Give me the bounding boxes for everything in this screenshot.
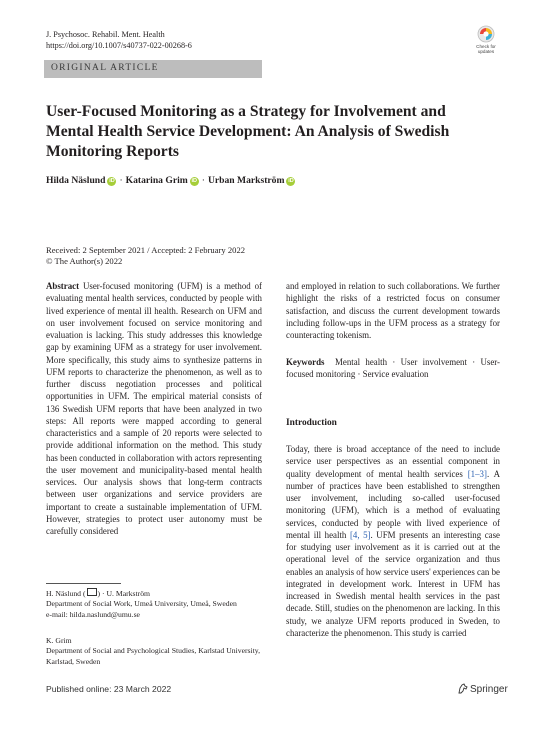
crossmark-icon <box>470 25 502 45</box>
article-type: ORIGINAL ARTICLE <box>51 63 159 73</box>
email[interactable]: e-mail: hilda.naslund@umu.se <box>46 609 140 619</box>
author-list <box>46 175 295 186</box>
copyright: © The Author(s) 2022 <box>46 255 123 266</box>
received-accepted: Received: 2 September 2021 / Accepted: 2 February 2022 <box>46 245 246 255</box>
section-heading: Introduction <box>286 418 337 428</box>
abstract-left <box>46 280 262 537</box>
abstract-right <box>286 280 500 341</box>
department: Department of Social Work, Umeå University, Umeå, Sweden <box>46 599 237 609</box>
crossmark-label: Check for updates <box>476 44 496 54</box>
journal-name: J. Psychosoc. Rehabil. Ment. Health <box>46 30 165 39</box>
keywords <box>286 356 500 381</box>
orcid-icon[interactable]: iD <box>191 178 198 184</box>
publisher-logo <box>457 683 508 695</box>
doi-link[interactable]: https://doi.org/10.1007/s40737-022-00268-6 <box>46 41 192 50</box>
orcid-icon[interactable]: iD <box>109 178 115 184</box>
author-name[interactable]: Katarina Grim <box>125 175 188 186</box>
published-date: Published online: 23 March 2022 <box>46 684 172 694</box>
author-name[interactable]: Hilda Näslund <box>46 175 106 186</box>
affiliation-2 <box>46 636 262 667</box>
affiliation-1 <box>46 588 262 620</box>
abstract-text-continued: and employed in relation to such collaborations. We further highlight the risks of a restricted focus on consumer satisfaction, and discuss the current development towards including follow-ups in the UFM process as a strategy for counteracting tokenism. <box>286 281 500 340</box>
citation-link[interactable]: [4, 5] <box>349 529 371 540</box>
crossmark-badge[interactable] <box>470 25 502 57</box>
keywords-text: Mental health · User involvement · User-focused monitoring · Service evaluation <box>286 357 500 380</box>
introduction-text: Today, there is broad acceptance of the need to include service user perspectives as an essential component in quality development of mental health services [1–3]. A number of practices have been established to strengthen user involvement, including so-called user-focused monitoring (UFM), which is a method of evaluating services, conducted by people with lived experience of mental ill health [4, 5]. UFM presents an interesting case for studying user involvement as it is carried out at the operational level of the service organization and thus enables an analysis of how service users' experiences can be integrated in development work. Interest in UFM has increased in Swedish mental health services in the past decade. Still, studies on the phenomenon are lacking. In this study, we analyze UFM reports produced in Sweden, to characterize the phenomenon. This study is carried <box>286 444 500 638</box>
department: Department of Social and Psychological Studies, Karlstad University, Karlstad, Sweden <box>46 646 261 666</box>
orcid-icon[interactable]: iD <box>288 178 294 184</box>
article-title: User-Focused Monitoring as a Strategy for Involvement and Mental Health Service Development: An Analysis of Swedish Monitoring Reports <box>46 103 450 160</box>
springer-horse-icon <box>457 683 468 694</box>
publisher-name: Springer <box>470 684 508 695</box>
journal-header <box>46 29 192 51</box>
footnote-rule <box>46 583 121 584</box>
author-name: K. Grim <box>46 636 72 645</box>
citation-link[interactable]: [1–3] <box>467 468 487 479</box>
author-separator: · <box>119 175 123 186</box>
article-type-bar <box>44 60 262 78</box>
keywords-label: Keywords <box>286 357 325 367</box>
corresponding-authors: H. Näslund ( ) · U. Markström <box>46 589 151 598</box>
author-separator: · <box>201 175 205 186</box>
envelope-icon[interactable] <box>87 588 97 596</box>
article-dates <box>46 245 245 266</box>
abstract-label: Abstract <box>46 281 80 291</box>
abstract-text: User-focused monitoring (UFM) is a method of evaluating mental health services, conducted by people with lived experience of mental ill health. Research on UFM and on user involvement focused on service monitoring and evaluation is lacking. This study addresses this knowledge gap by examining UFM as a strategy for user involvement. More specifically, this study aims to synthesize patterns in UFM reports to characterize the phenomenon, as well as to further discuss negotiation processes and political opportunities in UFM. The empirical material consists of 136 Swedish UFM reports that have been analyzed in two steps: All reports were mapped according to general characteristics and a sample of 20 reports were selected to provide additional information on the method. This study has been conducted in collaboration with actors representing the user movement and municipality-based mental health services. Our analysis shows that long-term contracts between user organizations and service providers are important to create a sustainable implementation of UFM. However, strategies to protect user autonomy must be carefully considered <box>46 281 263 536</box>
author-name[interactable]: Urban Markström <box>207 175 285 186</box>
